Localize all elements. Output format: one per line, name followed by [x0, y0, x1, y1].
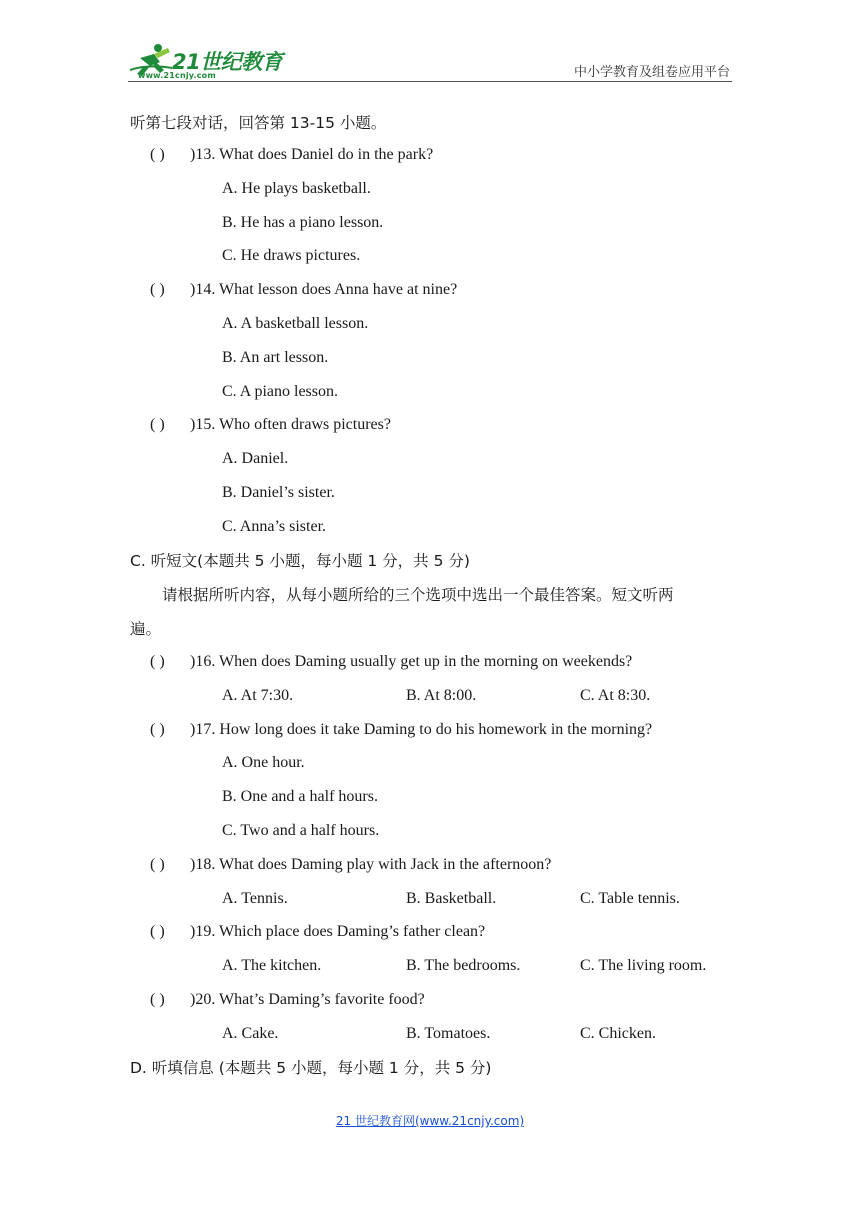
section-d-title: D. 听填信息 (本题共 5 小题，每小题 1 分，共 5 分) — [130, 1059, 492, 1077]
option-b: B. He has a piano lesson. — [222, 214, 384, 231]
option-c: C. The living room. — [580, 957, 707, 974]
question-text: )13. What does Daniel do in the park? — [190, 146, 434, 163]
footer-link[interactable]: 21 世纪教育网(www.21cnjy.com) — [335, 1114, 525, 1128]
answer-blank[interactable]: ( ) — [150, 923, 165, 940]
question-text: )17. How long does it take Daming to do his homework in the morning? — [190, 721, 653, 738]
answer-blank[interactable]: ( ) — [150, 991, 165, 1008]
question-text: )20. What’s Daming’s favorite food? — [190, 991, 425, 1008]
answer-blank[interactable]: ( ) — [150, 721, 165, 738]
option-c: C. He draws pictures. — [222, 247, 361, 264]
question-text: )14. What lesson does Anna have at nine? — [190, 281, 458, 298]
option-a: A. At 7:30. — [222, 687, 294, 704]
option-a: A. Cake. — [222, 1025, 279, 1042]
logo-subtext: www.21cnjy.com — [138, 71, 216, 80]
option-c: C. At 8:30. — [580, 687, 651, 704]
option-a: A. One hour. — [222, 754, 305, 771]
option-a: A. Tennis. — [222, 890, 288, 907]
option-c: C. Two and a half hours. — [222, 822, 380, 839]
question-text: )18. What does Daming play with Jack in the afternoon? — [190, 856, 552, 873]
question-text: )16. When does Daming usually get up in the morning on weekends? — [190, 653, 633, 670]
logo-text: 21世纪教育 — [172, 50, 283, 74]
answer-blank[interactable]: ( ) — [150, 653, 165, 670]
site-logo — [128, 40, 298, 82]
answer-blank[interactable]: ( ) — [150, 416, 165, 433]
question-text: )19. Which place does Daming’s father clean? — [190, 923, 486, 940]
section-c-instruction: 请根据所听内容，从每小题所给的三个选项中选出一个最佳答案。短文听两 — [162, 586, 674, 604]
answer-blank[interactable]: ( ) — [150, 281, 165, 298]
option-b: B. An art lesson. — [222, 349, 329, 366]
option-b: B. The bedrooms. — [406, 957, 521, 974]
option-c: C. Table tennis. — [580, 890, 680, 907]
option-b: B. Tomatoes. — [406, 1025, 491, 1042]
answer-blank[interactable]: ( ) — [150, 146, 165, 163]
header-divider — [128, 81, 732, 82]
option-a: A. He plays basketball. — [222, 180, 371, 197]
header-platform-text: 中小学教育及组卷应用平台 — [573, 65, 730, 80]
option-c: C. Chicken. — [580, 1025, 656, 1042]
option-b: B. One and a half hours. — [222, 788, 378, 805]
option-b: B. Basketball. — [406, 890, 497, 907]
option-a: A. The kitchen. — [222, 957, 322, 974]
option-b: B. At 8:00. — [406, 687, 477, 704]
dialogue-7-instruction: 听第七段对话，回答第 13-15 小题。 — [130, 114, 387, 132]
answer-blank[interactable]: ( ) — [150, 856, 165, 873]
section-c-title: C. 听短文(本题共 5 小题，每小题 1 分，共 5 分) — [130, 552, 470, 570]
option-c: C. A piano lesson. — [222, 383, 339, 400]
option-a: A. Daniel. — [222, 450, 289, 467]
section-c-instruction-cont: 遍。 — [130, 620, 162, 638]
option-a: A. A basketball lesson. — [222, 315, 369, 332]
question-text: )15. Who often draws pictures? — [190, 416, 391, 433]
option-b: B. Daniel’s sister. — [222, 484, 335, 501]
option-c: C. Anna’s sister. — [222, 518, 327, 535]
page-header — [128, 40, 732, 82]
